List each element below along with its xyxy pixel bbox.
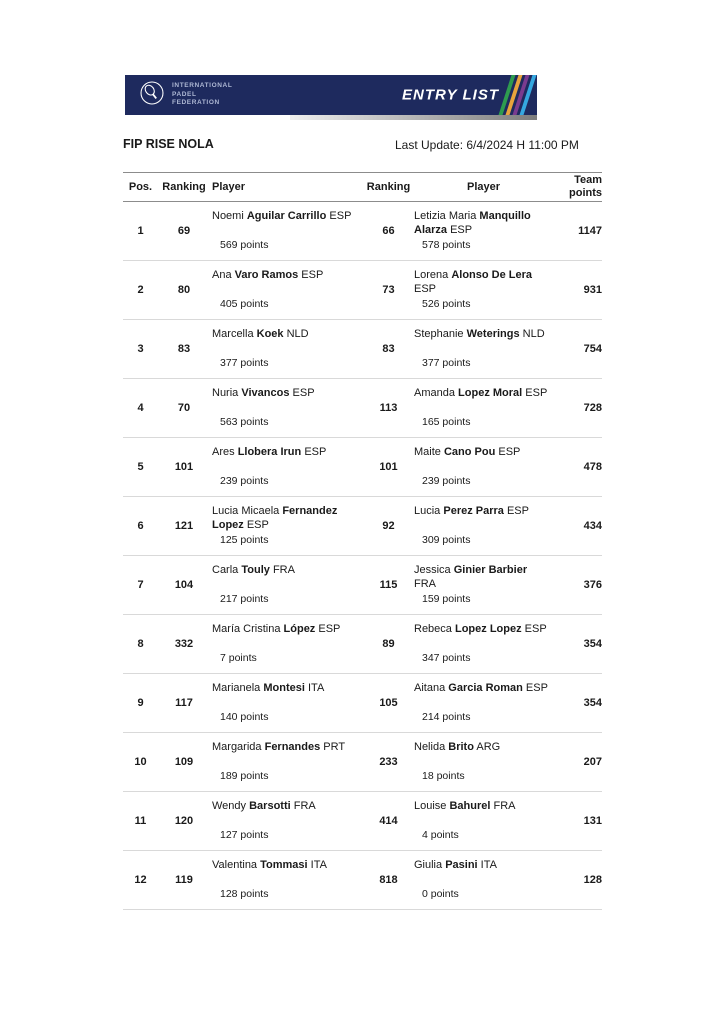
player-given-name: Margarida — [212, 741, 262, 753]
player-cell-2 — [412, 202, 555, 260]
player-points: 347 points — [422, 652, 471, 664]
player-cell-1 — [210, 497, 365, 555]
player-cell-2 — [412, 438, 555, 496]
entry-table — [123, 172, 602, 910]
table-row — [123, 851, 602, 910]
player-cell-1 — [210, 615, 365, 673]
player-points: 239 points — [220, 475, 269, 487]
player-cell-2 — [412, 320, 555, 378]
position-cell: 2 — [137, 284, 144, 296]
ranking-cell-1: 69 — [177, 225, 191, 237]
header-team-points — [555, 174, 602, 199]
player-given-name: Noemi — [212, 210, 244, 222]
player-points: 0 points — [422, 888, 459, 900]
ranking-cell-1: 104 — [174, 579, 194, 591]
player-country: FRA — [272, 564, 295, 576]
player-given-name: Lucia — [414, 505, 441, 517]
player-given-name: Carla — [212, 564, 239, 576]
header-player-2: Player — [466, 181, 501, 193]
player-name — [212, 268, 323, 282]
player-name — [414, 740, 500, 754]
padel-racket-icon — [139, 80, 165, 111]
player-family-name: Tommasi — [260, 859, 308, 871]
player-cell-1 — [210, 202, 365, 260]
player-points: 4 points — [422, 829, 459, 841]
player-country: ESP — [414, 283, 437, 296]
table-row — [123, 320, 602, 379]
player-family-name: Llobera Irun — [237, 446, 302, 458]
player-points: 159 points — [422, 593, 471, 605]
team-points-cell: 478 — [583, 461, 602, 473]
player-name — [414, 681, 548, 695]
player-points: 125 points — [220, 534, 269, 546]
player-country: ITA — [310, 859, 327, 871]
player-points: 569 points — [220, 239, 269, 251]
player-given-name: Louise — [414, 800, 447, 812]
player-cell-1 — [210, 733, 365, 791]
ranking-cell-1: 70 — [177, 402, 191, 414]
player-given-name: Letizia Maria — [414, 210, 477, 222]
ranking-cell-1: 80 — [177, 284, 191, 296]
player-cell-1 — [210, 851, 365, 909]
player-given-name: Lucia Micaela — [212, 505, 280, 517]
player-given-name: Valentina — [212, 859, 258, 871]
ranking-cell-2: 83 — [382, 343, 395, 355]
player-country: ARG — [476, 741, 501, 753]
player-cell-2 — [412, 379, 555, 437]
table-row — [123, 792, 602, 851]
position-cell: 4 — [137, 402, 144, 414]
player-family-name: Fernandez Lopez — [212, 505, 338, 532]
ranking-cell-2: 89 — [382, 638, 395, 650]
player-given-name: Marianela — [212, 682, 261, 694]
player-country: FRA — [293, 800, 316, 812]
player-given-name: Amanda — [414, 387, 455, 399]
team-points-cell: 128 — [583, 874, 602, 886]
ranking-cell-2: 818 — [379, 874, 398, 886]
player-family-name: López — [283, 623, 316, 635]
player-family-name: Vivancos — [241, 387, 290, 399]
header-ranking-1: Ranking — [162, 181, 206, 193]
ranking-cell-1: 332 — [174, 638, 194, 650]
player-points: 127 points — [220, 829, 269, 841]
player-points: 578 points — [422, 239, 471, 251]
player-points: 563 points — [220, 416, 269, 428]
player-family-name: Bahurel — [449, 800, 491, 812]
player-given-name: Ana — [212, 269, 232, 281]
player-family-name: Koek — [256, 328, 284, 340]
player-given-name: Marcella — [212, 328, 254, 340]
ranking-cell-2: 233 — [379, 756, 398, 768]
player-points: 7 points — [220, 652, 257, 664]
player-country: FRA — [414, 578, 436, 591]
federation-logo — [139, 80, 232, 111]
player-name — [212, 740, 345, 754]
player-points: 526 points — [422, 298, 471, 310]
ranking-cell-2: 101 — [379, 461, 398, 473]
team-points-cell: 1147 — [578, 225, 602, 237]
player-cell-1 — [210, 320, 365, 378]
banner-stripes — [498, 75, 537, 115]
ranking-cell-2: 92 — [382, 520, 395, 532]
ranking-cell-2: 414 — [379, 815, 398, 827]
player-country: ITA — [480, 859, 497, 871]
player-cell-1 — [210, 792, 365, 850]
player-cell-2 — [412, 674, 555, 732]
player-name — [212, 799, 316, 813]
table-header-row — [123, 172, 602, 202]
player-cell-2 — [412, 733, 555, 791]
position-cell: 7 — [137, 579, 144, 591]
player-name — [414, 386, 547, 400]
player-points: 128 points — [220, 888, 269, 900]
player-country: ESP — [246, 519, 269, 532]
player-country: ESP — [498, 446, 521, 458]
position-cell: 9 — [137, 697, 144, 709]
table-row — [123, 556, 602, 615]
player-family-name: Montesi — [263, 682, 305, 694]
player-name — [414, 268, 549, 297]
player-given-name: Nelida — [414, 741, 446, 753]
player-family-name: Touly — [241, 564, 270, 576]
ranking-cell-2: 105 — [379, 697, 398, 709]
player-cell-2 — [412, 615, 555, 673]
player-family-name: Fernandes — [264, 741, 321, 753]
ranking-cell-1: 120 — [174, 815, 194, 827]
player-given-name: Nuria — [212, 387, 239, 399]
player-given-name: Stephanie — [414, 328, 464, 340]
player-given-name: Maite — [414, 446, 441, 458]
player-points: 405 points — [220, 298, 269, 310]
team-points-cell: 376 — [583, 579, 602, 591]
federation-name-line: INTERNATIONAL — [172, 82, 233, 90]
position-cell: 8 — [137, 638, 144, 650]
player-points: 309 points — [422, 534, 471, 546]
ranking-cell-1: 83 — [177, 343, 191, 355]
player-family-name: Cano Pou — [443, 446, 496, 458]
table-row — [123, 379, 602, 438]
ranking-cell-2: 115 — [379, 579, 398, 591]
player-points: 189 points — [220, 770, 269, 782]
table-row — [123, 261, 602, 320]
ranking-cell-1: 117 — [175, 697, 193, 709]
player-name — [212, 858, 327, 872]
player-family-name: Lopez Lopez — [454, 623, 522, 635]
table-row — [123, 497, 602, 556]
player-points: 140 points — [220, 711, 269, 723]
ranking-cell-1: 109 — [174, 756, 194, 768]
table-row — [123, 202, 602, 261]
player-given-name: Aitana — [414, 682, 446, 694]
player-name — [212, 622, 340, 636]
banner-gradient-strip — [290, 115, 537, 120]
federation-name-line: PADEL — [172, 90, 197, 98]
player-name — [414, 327, 545, 341]
player-name — [414, 504, 529, 518]
player-name — [414, 445, 520, 459]
player-family-name: Varo Ramos — [234, 269, 299, 281]
player-family-name: Alonso De Lera — [451, 269, 533, 281]
player-given-name: Giulia — [414, 859, 443, 871]
table-row — [123, 674, 602, 733]
player-points: 217 points — [220, 593, 269, 605]
position-cell: 10 — [134, 756, 147, 768]
table-row — [123, 615, 602, 674]
federation-name — [172, 82, 232, 107]
player-name — [414, 622, 547, 636]
player-family-name: Barsotti — [249, 800, 291, 812]
team-points-cell: 207 — [583, 756, 602, 768]
player-points: 18 points — [422, 770, 465, 782]
position-cell: 12 — [134, 874, 147, 886]
player-country: ESP — [301, 269, 324, 281]
player-cell-1 — [210, 438, 365, 496]
player-name — [212, 445, 326, 459]
player-points: 377 points — [220, 357, 269, 369]
player-points: 214 points — [422, 711, 471, 723]
player-country: ESP — [450, 224, 473, 237]
player-family-name: Weterings — [466, 328, 520, 340]
banner — [125, 75, 537, 115]
position-cell: 1 — [137, 225, 144, 237]
player-points: 239 points — [422, 475, 471, 487]
player-country: NLD — [286, 328, 309, 340]
player-family-name: Garcia Roman — [448, 682, 523, 694]
player-country: ESP — [329, 210, 352, 222]
title-row — [123, 137, 602, 155]
player-name — [212, 681, 324, 695]
player-points: 377 points — [422, 357, 471, 369]
team-points-cell: 728 — [583, 402, 602, 414]
player-country: FRA — [493, 800, 516, 812]
entry-rows — [123, 202, 602, 910]
player-cell-2 — [412, 497, 555, 555]
player-cell-1 — [210, 379, 365, 437]
player-name — [414, 209, 549, 238]
player-name — [414, 563, 549, 592]
ranking-cell-1: 119 — [175, 874, 193, 886]
ranking-cell-2: 66 — [382, 225, 395, 237]
ranking-cell-1: 101 — [174, 461, 194, 473]
player-name — [212, 327, 309, 341]
player-country: ESP — [292, 387, 315, 399]
player-family-name: Manquillo Alarza — [414, 210, 531, 237]
player-country: ESP — [524, 623, 547, 635]
player-family-name: Pasini — [445, 859, 478, 871]
team-points-cell: 434 — [583, 520, 602, 532]
ranking-cell-1: 121 — [174, 520, 194, 532]
header-player-1: Player — [212, 181, 246, 193]
player-cell-2 — [412, 556, 555, 614]
ranking-cell-2: 73 — [382, 284, 395, 296]
player-cell-1 — [210, 556, 365, 614]
team-points-cell: 931 — [583, 284, 602, 296]
player-name — [212, 563, 295, 577]
player-family-name: Aguilar Carrillo — [246, 210, 327, 222]
player-name — [414, 799, 516, 813]
player-family-name: Ginier Barbier — [453, 564, 528, 576]
position-cell: 5 — [137, 461, 144, 473]
player-country: ESP — [506, 505, 529, 517]
player-family-name: Perez Parra — [443, 505, 504, 517]
player-cell-2 — [412, 261, 555, 319]
player-points: 165 points — [422, 416, 471, 428]
player-given-name: Lorena — [414, 269, 449, 281]
table-row — [123, 733, 602, 792]
header-team-points-line2: points — [569, 187, 602, 199]
player-cell-1 — [210, 261, 365, 319]
team-points-cell: 354 — [583, 697, 602, 709]
player-country: ESP — [525, 682, 548, 694]
player-given-name: Jessica — [414, 564, 451, 576]
position-cell: 11 — [134, 815, 147, 827]
player-country: ESP — [525, 387, 548, 399]
table-row — [123, 438, 602, 497]
header-ranking-2: Ranking — [366, 181, 411, 193]
player-given-name: María Cristina — [212, 623, 281, 635]
entry-list-label: ENTRY LIST — [402, 86, 499, 104]
player-name — [212, 504, 359, 533]
player-cell-2 — [412, 851, 555, 909]
header-team-points-line1: Team — [574, 174, 602, 187]
player-country: ESP — [318, 623, 341, 635]
player-country: ITA — [308, 682, 325, 694]
position-cell: 3 — [137, 343, 144, 355]
header-pos: Pos. — [128, 181, 153, 193]
federation-name-line: FEDERATION — [172, 99, 220, 107]
player-family-name: Lopez Moral — [458, 387, 523, 399]
player-name — [414, 858, 497, 872]
position-cell: 6 — [137, 520, 144, 532]
last-update-text: Last Update: 6/4/2024 H 11:00 PM — [395, 138, 579, 152]
player-cell-1 — [210, 674, 365, 732]
team-points-cell: 754 — [583, 343, 602, 355]
player-cell-2 — [412, 792, 555, 850]
player-given-name: Wendy — [212, 800, 247, 812]
ranking-cell-2: 113 — [379, 402, 398, 414]
player-given-name: Rebeca — [414, 623, 452, 635]
player-country: ESP — [304, 446, 327, 458]
team-points-cell: 131 — [583, 815, 602, 827]
player-country: NLD — [522, 328, 545, 340]
team-points-cell: 354 — [583, 638, 602, 650]
player-family-name: Brito — [448, 741, 474, 753]
player-given-name: Ares — [212, 446, 235, 458]
player-name — [212, 209, 351, 223]
player-name — [212, 386, 315, 400]
page-title: FIP RISE NOLA — [123, 137, 214, 151]
player-country: PRT — [323, 741, 346, 753]
